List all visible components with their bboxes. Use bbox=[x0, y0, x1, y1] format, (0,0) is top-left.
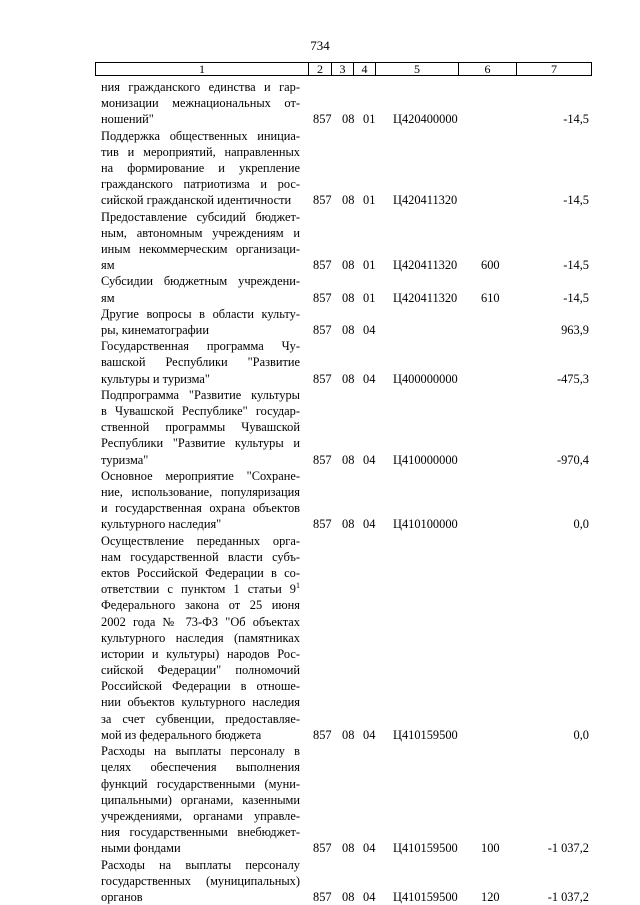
cell-c6: 600 bbox=[481, 258, 500, 273]
cell-c2: 857 bbox=[313, 890, 332, 904]
row-description bbox=[101, 857, 300, 905]
description-line: гражданского патриотизма и рос- bbox=[101, 177, 300, 192]
cell-c7: 0,0 bbox=[573, 728, 589, 742]
cell-c5: Ц410159500 bbox=[393, 728, 458, 742]
description-line: сийской гражданской идентичности bbox=[101, 193, 292, 208]
cell-c3: 08 bbox=[342, 890, 355, 904]
cell-c4: 04 bbox=[363, 371, 376, 386]
cell-c3: 08 bbox=[342, 193, 355, 208]
description-line: Поддержка общественных инициа- bbox=[101, 128, 300, 143]
description-line: ям bbox=[101, 290, 115, 305]
cell-c4: 04 bbox=[363, 890, 376, 904]
cell-c3: 08 bbox=[342, 517, 355, 532]
description-line: ния гражданского единства и гар- bbox=[101, 80, 300, 94]
cell-c4: 01 bbox=[363, 258, 376, 273]
description-line: Республики "Развитие культуры и bbox=[101, 436, 300, 451]
cell-c3: 08 bbox=[342, 728, 355, 742]
description-line: Расходы на выплаты персоналу bbox=[101, 857, 300, 872]
column-header-7: 7 bbox=[551, 62, 557, 76]
column-header-5: 5 bbox=[414, 62, 420, 76]
cell-c7: 0,0 bbox=[573, 517, 589, 532]
row-description bbox=[101, 533, 300, 743]
cell-c4: 01 bbox=[363, 290, 376, 305]
cell-c5: Ц420411320 bbox=[393, 290, 458, 305]
cell-c2: 857 bbox=[313, 290, 332, 305]
cell-c4: 04 bbox=[363, 452, 376, 467]
description-line: культурного наследия" bbox=[101, 517, 222, 532]
cell-c4: 01 bbox=[363, 193, 376, 208]
cell-c7: -14,5 bbox=[563, 193, 589, 208]
column-header-3: 3 bbox=[339, 62, 346, 76]
description-line: Государственная программа Чу- bbox=[101, 339, 300, 354]
row-description bbox=[101, 273, 300, 305]
description-line: вашской Республики "Развитие bbox=[101, 355, 300, 370]
cell-c5: Ц400000000 bbox=[393, 371, 458, 386]
description-line: туризма" bbox=[101, 452, 149, 467]
description-line: функций государственными (муни- bbox=[101, 776, 300, 791]
cell-c5: Ц420411320 bbox=[393, 258, 458, 273]
cell-c3: 08 bbox=[342, 290, 355, 305]
cell-c4: 01 bbox=[363, 112, 376, 127]
row-description bbox=[101, 338, 300, 387]
description-line: Российской Федерации в отноше- bbox=[101, 679, 300, 694]
description-line: учреждениями, органами управле- bbox=[101, 808, 300, 823]
cell-c7: 963,9 bbox=[561, 323, 589, 337]
description-line: ответствии с пунктом 1 статьи $9^1$ bbox=[101, 581, 300, 597]
description-line: ния государственными внебюджет- bbox=[101, 825, 300, 840]
cell-c7: -970,4 bbox=[556, 452, 589, 467]
row-description bbox=[101, 128, 300, 209]
cell-c5: Ц420400000 bbox=[393, 112, 458, 127]
description-line: монизации межнациональных от- bbox=[101, 96, 300, 111]
description-line: государственных (муниципальных) bbox=[101, 873, 300, 888]
cell-c3: 08 bbox=[342, 452, 355, 467]
description-line: ние, использование, популяризация bbox=[101, 484, 300, 499]
cell-c4: 04 bbox=[363, 323, 376, 337]
description-line: культуры и туризма" bbox=[101, 371, 210, 386]
cell-c2: 857 bbox=[313, 258, 332, 273]
cell-c4: 04 bbox=[363, 728, 376, 742]
description-line: 2002 года № 73-ФЗ "Об объектах bbox=[101, 614, 300, 629]
description-line: ным, автономным учреждениям и bbox=[101, 225, 300, 240]
cell-c7: -475,3 bbox=[556, 371, 589, 386]
cell-c4: 04 bbox=[363, 841, 376, 856]
cell-c2: 857 bbox=[313, 452, 332, 467]
description-line: сийской Федерации" полномочий bbox=[101, 663, 300, 678]
row-description bbox=[101, 743, 300, 856]
description-line: культурного наследия (памятниках bbox=[101, 630, 300, 645]
description-line: иным некоммерческим организаци- bbox=[101, 241, 300, 256]
cell-c3: 08 bbox=[342, 371, 355, 386]
cell-c7: -14,5 bbox=[563, 112, 589, 127]
cell-c7: -14,5 bbox=[563, 290, 589, 305]
cell-c3: 08 bbox=[342, 258, 355, 273]
cell-c3: 08 bbox=[342, 112, 355, 127]
cell-c2: 857 bbox=[313, 728, 332, 742]
cell-c5: Ц410159500 bbox=[393, 890, 458, 904]
description-line: ношений" bbox=[101, 112, 154, 127]
description-line: нии объектов культурного наследия bbox=[101, 695, 300, 710]
column-header-1: 1 bbox=[199, 62, 205, 76]
description-line: ственной программы Чувашской bbox=[101, 420, 300, 435]
column-header-2: 2 bbox=[317, 62, 323, 76]
cell-c5: Ц410159500 bbox=[393, 841, 458, 856]
description-line: ными фондами bbox=[101, 841, 181, 856]
row-description bbox=[101, 306, 300, 338]
cell-c5: Ц410000000 bbox=[393, 452, 458, 467]
description-line: ципальными) органами, казенными bbox=[101, 792, 300, 807]
description-line: на формирование и укрепление bbox=[101, 160, 300, 175]
description-line: ям bbox=[101, 258, 115, 273]
row-description bbox=[101, 387, 300, 468]
cell-c3: 08 bbox=[342, 841, 355, 856]
description-line: Другие вопросы в области культу- bbox=[101, 306, 300, 321]
description-line: целях обеспечения выполнения bbox=[101, 760, 300, 775]
description-line: Предоставление субсидий бюджет- bbox=[101, 209, 300, 224]
cell-c2: 857 bbox=[313, 193, 332, 208]
column-header-4: 4 bbox=[361, 62, 368, 76]
description-line: Расходы на выплаты персоналу в bbox=[101, 744, 300, 759]
description-line: ры, кинематографии bbox=[101, 322, 209, 337]
description-line: Федерального закона от 25 июня bbox=[101, 598, 300, 613]
description-line: ектов Российской Федерации в со- bbox=[101, 565, 300, 580]
description-line: органов bbox=[101, 889, 143, 904]
row-description bbox=[101, 209, 300, 274]
description-line: Осуществление переданных орга- bbox=[101, 533, 300, 548]
cell-c7: -1 037,2 bbox=[547, 841, 589, 856]
description-line: Подпрограмма "Развитие культуры bbox=[101, 387, 300, 402]
description-line: в Чувашской Республике" государ- bbox=[101, 403, 300, 418]
cell-c2: 857 bbox=[313, 323, 332, 337]
cell-c2: 857 bbox=[313, 517, 332, 532]
row-description bbox=[101, 468, 300, 533]
description-line: Основное мероприятие "Сохране- bbox=[101, 468, 300, 483]
description-line: за счет субвенции, предоставляе- bbox=[101, 711, 300, 726]
cell-c3: 08 bbox=[342, 323, 355, 337]
description-line: тив и мероприятий, направленных bbox=[101, 144, 300, 159]
cell-c2: 857 bbox=[313, 371, 332, 386]
description-line: Субсидии бюджетным учреждени- bbox=[101, 274, 300, 289]
page-number: 734 bbox=[310, 38, 330, 53]
description-line: и государственная охрана объектов bbox=[101, 501, 300, 516]
footnote-superscript: 1 bbox=[296, 581, 300, 591]
cell-c4: 04 bbox=[363, 517, 376, 532]
cell-c6: 100 bbox=[481, 841, 500, 856]
cell-c6: 610 bbox=[481, 290, 500, 305]
description-line: нам государственной власти субъ- bbox=[101, 549, 300, 564]
cell-c6: 120 bbox=[481, 890, 500, 904]
cell-c5: Ц420411320 bbox=[393, 193, 458, 208]
column-header-6: 6 bbox=[484, 62, 491, 76]
cell-c7: -1 037,2 bbox=[547, 890, 589, 904]
cell-c2: 857 bbox=[313, 112, 332, 127]
table-header-row bbox=[95, 62, 592, 76]
description-line: мой из федерального бюджета bbox=[101, 727, 262, 742]
cell-c5: Ц410100000 bbox=[393, 517, 458, 532]
cell-c2: 857 bbox=[313, 841, 332, 856]
row-description bbox=[101, 79, 300, 128]
description-line: истории и культуры) народов Рос- bbox=[101, 646, 300, 661]
cell-c7: -14,5 bbox=[563, 258, 589, 273]
